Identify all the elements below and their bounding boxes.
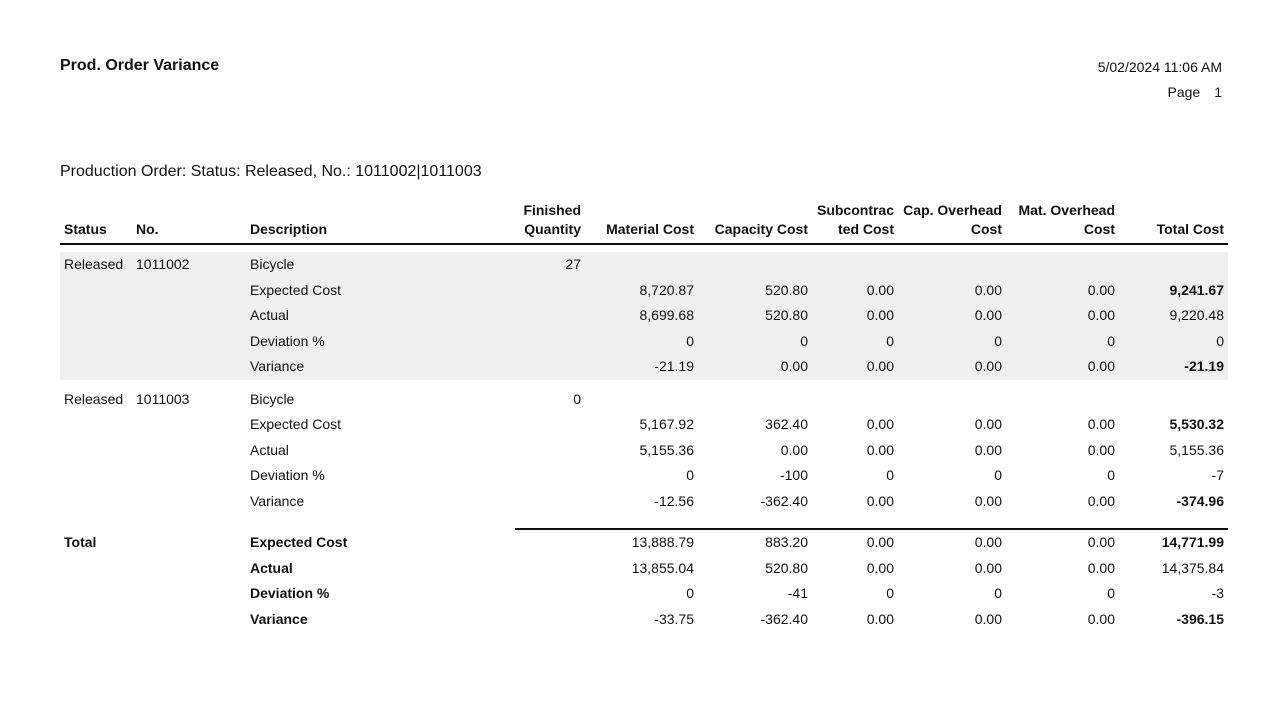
empty-cell: [60, 329, 132, 355]
cap-overhead-cost-value: 0.00: [898, 278, 1006, 304]
total-cost-value: 0: [1119, 329, 1228, 355]
col-cap-overhead-line2: Cost: [970, 221, 1002, 237]
empty-cell: [60, 303, 132, 329]
material-cost-value: -21.19: [585, 354, 698, 380]
empty-cell: [1119, 387, 1228, 413]
mat-overhead-cost-value: 0: [1107, 467, 1115, 484]
totals-row-actual: [60, 556, 1228, 582]
empty-cell: [132, 607, 246, 633]
total-cost-value: 9,220.48: [1119, 303, 1228, 329]
empty-cell: [60, 278, 132, 304]
material-cost-value: 13,855.04: [631, 559, 694, 576]
order-description: Bicycle: [250, 390, 295, 407]
subcontracted-cost-value: 0: [812, 329, 898, 355]
capacity-cost-value: -362.40: [760, 610, 808, 627]
empty-cell: [515, 530, 585, 556]
cap-overhead-cost-value: 0.00: [974, 610, 1002, 627]
row-label: Expected Cost: [246, 278, 515, 304]
empty-cell: [898, 387, 1006, 413]
mat-overhead-cost-value: 0.00: [1087, 416, 1115, 433]
cap-overhead-cost-value: 0: [994, 467, 1002, 484]
subcontracted-cost-value: 0.00: [866, 534, 894, 551]
cost-row-variance: [60, 354, 1228, 380]
subcontracted-cost-value: 0.00: [812, 278, 898, 304]
page-number: 1: [1214, 84, 1222, 100]
empty-cell: [585, 387, 698, 413]
total-cost-value: 5,155.36: [1169, 441, 1224, 458]
subcontracted-cost-value: 0.00: [866, 559, 894, 576]
col-total-cost: Total Cost: [1119, 201, 1228, 244]
material-cost-value: 0: [686, 467, 694, 484]
empty-cell: [60, 463, 132, 489]
cap-overhead-cost-value: 0.00: [974, 534, 1002, 551]
capacity-cost-value: 520.80: [698, 303, 812, 329]
col-subcontracted-cost: [812, 201, 898, 244]
col-capacity-cost: Capacity Cost: [698, 201, 812, 244]
empty-cell: [132, 412, 246, 438]
order-header-row: [60, 387, 1228, 413]
mat-overhead-cost-value: 0: [1006, 329, 1119, 355]
empty-cell: [132, 329, 246, 355]
capacity-cost-value: 883.20: [765, 534, 808, 551]
capacity-cost-value: 0.00: [780, 441, 808, 458]
cap-overhead-cost-value: 0: [994, 585, 1002, 602]
report-title: Prod. Order Variance: [60, 57, 220, 74]
page-indicator: [1168, 84, 1223, 100]
row-label: Expected Cost: [250, 416, 342, 433]
page-label: Page: [1167, 84, 1201, 100]
empty-cell: [132, 438, 246, 464]
cap-overhead-cost-value: 0: [898, 329, 1006, 355]
spacer-row: [60, 244, 1228, 252]
col-subcontracted-line2: ted Cost: [838, 221, 894, 237]
order-description: Bicycle: [246, 252, 515, 278]
subcontracted-cost-value: 0: [886, 585, 894, 602]
totals-row-expected: [60, 530, 1228, 556]
order-finished-qty: 27: [515, 252, 585, 278]
empty-cell: [515, 303, 585, 329]
cost-row-deviation: [60, 329, 1228, 355]
col-cap-overhead-cost: [898, 201, 1006, 244]
col-finished-qty-line1: Finished: [523, 202, 581, 218]
empty-cell: [515, 581, 585, 607]
spacer-cell: [60, 380, 1228, 387]
material-cost-value: -33.75: [654, 610, 694, 627]
spacer-row: [60, 514, 1228, 529]
cost-row-actual: [60, 303, 1228, 329]
empty-cell: [515, 463, 585, 489]
material-cost-value: 0: [686, 585, 694, 602]
capacity-cost-value: 0.00: [698, 354, 812, 380]
row-label: Actual: [250, 441, 289, 458]
cap-overhead-cost-value: 0.00: [974, 416, 1002, 433]
subcontracted-cost-value: 0.00: [812, 354, 898, 380]
empty-cell: [812, 252, 898, 278]
row-label: Deviation %: [246, 329, 515, 355]
report-filter: Production Order: Status: Released, No.: 1011002|1011003: [60, 163, 482, 180]
empty-cell: [60, 354, 132, 380]
empty-cell: [60, 581, 132, 607]
empty-cell: [132, 581, 246, 607]
order-finished-qty: 0: [573, 390, 581, 407]
row-label: Actual: [246, 303, 515, 329]
row-label: Actual: [250, 559, 293, 576]
col-subcontracted-line1: Subcontrac: [816, 202, 894, 218]
empty-cell: [585, 252, 698, 278]
variance-table: [60, 201, 1228, 632]
mat-overhead-cost-value: 0.00: [1006, 278, 1119, 304]
empty-cell: [132, 278, 246, 304]
empty-cell: [1006, 252, 1119, 278]
material-cost-value: 8,720.87: [585, 278, 698, 304]
material-cost-value: -12.56: [654, 492, 694, 509]
col-description: Description: [246, 201, 515, 244]
mat-overhead-cost-value: 0.00: [1087, 610, 1115, 627]
col-mat-overhead-line1: Mat. Overhead: [1018, 202, 1115, 218]
empty-cell: [60, 438, 132, 464]
empty-cell: [132, 489, 246, 515]
mat-overhead-cost-value: 0.00: [1006, 303, 1119, 329]
total-cost-value: 5,530.32: [1169, 416, 1224, 433]
capacity-cost-value: -362.40: [760, 492, 808, 509]
material-cost-value: 13,888.79: [631, 534, 694, 551]
row-label: Deviation %: [250, 467, 325, 484]
col-no: No.: [132, 201, 246, 244]
capacity-cost-value: 0: [698, 329, 812, 355]
total-cost-value: -21.19: [1119, 354, 1228, 380]
row-label: Variance: [250, 610, 308, 627]
row-label: Variance: [246, 354, 515, 380]
total-cost-value: 14,771.99: [1161, 534, 1224, 551]
empty-cell: [515, 489, 585, 515]
spacer-row: [60, 380, 1228, 387]
col-mat-overhead-cost: [1006, 201, 1119, 244]
subcontracted-cost-value: 0.00: [866, 610, 894, 627]
col-status: Status: [60, 201, 132, 244]
empty-cell: [698, 387, 812, 413]
mat-overhead-cost-value: 0.00: [1087, 492, 1115, 509]
empty-cell: [60, 556, 132, 582]
empty-cell: [515, 412, 585, 438]
spacer-cell: [60, 244, 1228, 252]
empty-cell: [515, 556, 585, 582]
empty-cell: [132, 303, 246, 329]
empty-cell: [60, 489, 132, 515]
empty-cell: [515, 354, 585, 380]
material-cost-value: 8,699.68: [585, 303, 698, 329]
cost-row-actual: [60, 438, 1228, 464]
cap-overhead-cost-value: 0.00: [974, 559, 1002, 576]
total-cost-value: 9,241.67: [1119, 278, 1228, 304]
spacer-cell: [60, 514, 1228, 529]
subcontracted-cost-value: 0.00: [812, 303, 898, 329]
empty-cell: [515, 438, 585, 464]
order-status: Released: [64, 390, 124, 407]
capacity-cost-value: 520.80: [698, 278, 812, 304]
col-mat-overhead-line2: Cost: [1083, 221, 1115, 237]
order-no: 1011003: [136, 390, 190, 407]
capacity-cost-value: -41: [787, 585, 808, 602]
mat-overhead-cost-value: 0: [1107, 585, 1115, 602]
subcontracted-cost-value: 0.00: [866, 416, 894, 433]
total-cost-value: 14,375.84: [1161, 559, 1224, 576]
mat-overhead-cost-value: 0.00: [1087, 534, 1115, 551]
totals-label: Total: [64, 534, 97, 551]
cost-row-variance: [60, 489, 1228, 515]
empty-cell: [132, 556, 246, 582]
row-label: Variance: [250, 492, 305, 509]
subcontracted-cost-value: 0: [886, 467, 894, 484]
col-finished-qty: [515, 201, 585, 244]
empty-cell: [698, 252, 812, 278]
empty-cell: [60, 412, 132, 438]
row-label: Expected Cost: [250, 534, 348, 551]
material-cost-value: 5,167.92: [639, 416, 694, 433]
col-cap-overhead-line1: Cap. Overhead: [903, 202, 1002, 218]
empty-cell: [515, 278, 585, 304]
cap-overhead-cost-value: 0.00: [898, 303, 1006, 329]
empty-cell: [812, 387, 898, 413]
capacity-cost-value: 520.80: [765, 559, 808, 576]
cap-overhead-cost-value: 0.00: [974, 441, 1002, 458]
col-material-cost: Material Cost: [585, 201, 698, 244]
subcontracted-cost-value: 0.00: [866, 492, 894, 509]
row-label: Deviation %: [250, 585, 330, 602]
mat-overhead-cost-value: 0.00: [1087, 441, 1115, 458]
empty-cell: [515, 329, 585, 355]
order-header-row: [60, 252, 1228, 278]
subcontracted-cost-value: 0.00: [866, 441, 894, 458]
material-cost-value: 0: [585, 329, 698, 355]
total-cost-value: -374.96: [1176, 492, 1224, 509]
order-no: 1011002: [132, 252, 246, 278]
total-cost-value: -3: [1211, 585, 1224, 602]
mat-overhead-cost-value: 0.00: [1087, 559, 1115, 576]
material-cost-value: 5,155.36: [639, 441, 694, 458]
empty-cell: [132, 354, 246, 380]
cap-overhead-cost-value: 0.00: [898, 354, 1006, 380]
order-status: Released: [60, 252, 132, 278]
empty-cell: [132, 463, 246, 489]
total-cost-value: -396.15: [1176, 610, 1224, 627]
empty-cell: [898, 252, 1006, 278]
empty-cell: [515, 607, 585, 633]
report-datetime: 5/02/2024 11:06 AM: [1097, 59, 1222, 75]
cost-row-expected: [60, 412, 1228, 438]
totals-row-variance: [60, 607, 1228, 633]
empty-cell: [60, 607, 132, 633]
totals-row-deviation: [60, 581, 1228, 607]
capacity-cost-value: -100: [779, 467, 808, 484]
cost-row-deviation: [60, 463, 1228, 489]
cap-overhead-cost-value: 0.00: [974, 492, 1002, 509]
empty-cell: [1119, 252, 1228, 278]
capacity-cost-value: 362.40: [765, 416, 808, 433]
empty-cell: [1006, 387, 1119, 413]
col-finished-qty-line2: Quantity: [524, 221, 581, 237]
mat-overhead-cost-value: 0.00: [1006, 354, 1119, 380]
table-header: [60, 201, 1228, 244]
cost-row-expected: [60, 278, 1228, 304]
total-cost-value: -7: [1211, 467, 1224, 484]
